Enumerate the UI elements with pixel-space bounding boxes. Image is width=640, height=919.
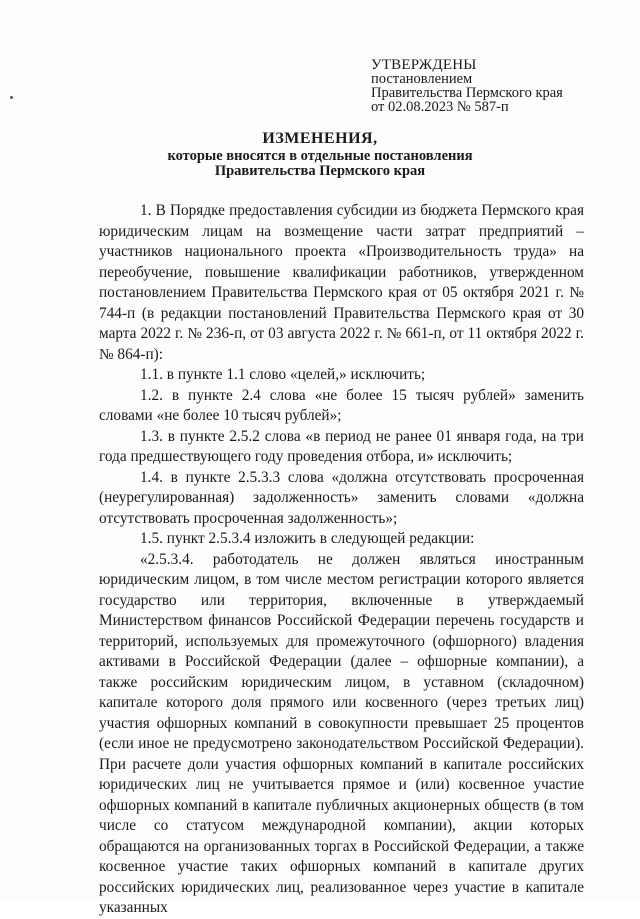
approval-stamp [371, 58, 611, 114]
approval-line: Правительства Пермского края [371, 85, 563, 101]
approval-line: от 02.08.2023 № 587-п [371, 99, 509, 115]
paragraph: 1. В Порядке предоставления субсидии из бюджета Пермского края юридическим лицам на возмещение части затрат предприятий – участников национального проекта «Производительность труда» на переобучение, повышение квалификации работников, утвержденном постановлением Правительства Пермского края от 05 октября 2021 г. № 744-п (в редакции постановлений Правительства Пермского края от 30 марта 2022 г. № 236-п, от 03 августа 2022 г. № 661-п, от 11 октября 2022 г. № 864-п): [99, 202, 584, 363]
paragraph: 1.2. в пункте 2.4 слова «не более 15 тысяч рублей» заменить словами «не более 10 тысяч рублей»; [99, 386, 584, 424]
subtitle-line: Правительства Пермского края [214, 163, 426, 179]
paragraph: 1.3. в пункте 2.5.2 слова «в период не ранее 01 января года, на три года предшествующего году проведения отбора, и» исключить; [99, 427, 584, 465]
document-subtitle [150, 149, 490, 179]
document-title: ИЗМЕНЕНИЯ, [262, 130, 378, 147]
approval-line: постановлением [371, 71, 473, 87]
subtitle-line: которые вносятся в отдельные постановления [167, 148, 473, 164]
document-body [99, 201, 584, 919]
approval-heading: УТВЕРЖДЕНЫ [371, 57, 477, 73]
paragraph: «2.5.3.4. работодатель не должен являться иностранным юридическим лицом, в том числе местом регистрации которого является государство или территория, включенные в утверждаемый Министерством финансов Российской Федерации перечень государств и территорий, используемых для промежуточного (офшорного) владения активами в Российской Федерации (далее – офшорные компании), а также российским юридическим лицом, в уставном (складочном) капитале которого доля прямого или косвенного (через третьих лиц) участия офшорных компаний в совокупности превышает 25 процентов (если иное не предусмотрено законодательством Российской Федерации). При расчете доли участия офшорных компаний в капитале российских юридических лиц не учитывается прямое и (или) косвенное участие офшорных компаний в капитале публичных акционерных обществ (в том числе со статусом международной компании), акции которых обращаются на организованных торгах в Российской Федерации, а также косвенное участие таких офшорных компаний в капитале других российских юридических лиц, реализованное через участие в капитале указанных [99, 550, 584, 916]
paragraph: 1.5. пункт 2.5.3.4 изложить в следующей редакции: [140, 530, 475, 547]
paragraph: 1.1. в пункте 1.1 слово «целей,» исключить; [140, 366, 426, 383]
paragraph: 1.4. в пункте 2.5.3.3 слова «должна отсутствовать просроченная (неурегулированная) задолженность» заменить словами «должна отсутствовать просроченная задолженность»; [99, 468, 584, 527]
scan-speck [10, 96, 13, 99]
